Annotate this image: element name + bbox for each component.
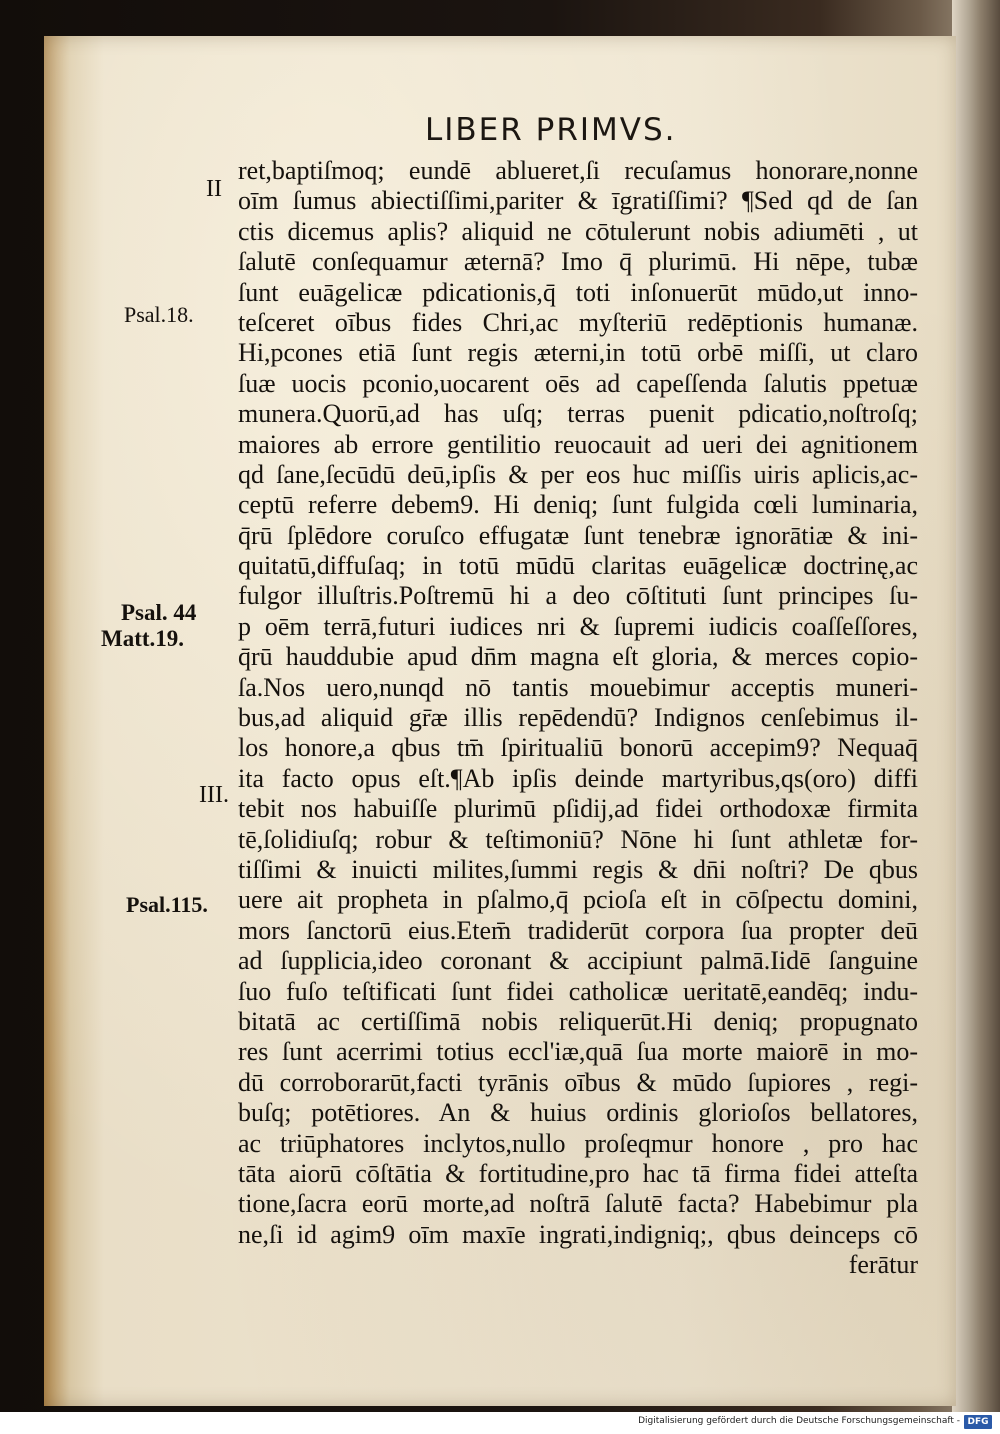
- margin-note-iii: III.: [199, 782, 229, 808]
- text-line: q̄rū ſplēdore coruſco effugatæ ſunt tenebræ ignorātiæ & ini-: [238, 520, 918, 550]
- text-line: ſalutē conſequamur æternā? Imo q̄ plurimū. Hi nēpe, tubæ: [238, 247, 918, 277]
- text-line: ſa.Nos uero,nunqd nō tantis mouebimur acceptis muneri-: [238, 672, 918, 702]
- text-line: tiſſimi & inuicti milites,ſummi regis & dn̄i noſtri? De qbus: [238, 854, 918, 884]
- credit-bar: [0, 1412, 1000, 1434]
- text-line: uere ait propheta in pſalmo,q̄ pcioſa eſt in cōſpectu domini,: [238, 885, 918, 915]
- text-line: tāta aiorū cōſtātia & fortitudine,pro hac tā firma fidei atteſta: [238, 1158, 918, 1188]
- running-head: LIBER PRIMVS.: [425, 112, 677, 148]
- text-line: ad ſupplicia,ideo coronant & accipiunt palmā.Iidē ſanguine: [238, 946, 918, 976]
- text-line: fulgor illuſtris.Poſtremū hi a deo cōſtituti ſunt principes ſu-: [238, 581, 918, 611]
- body-text: [238, 156, 918, 1280]
- dfg-logo-icon: DFG: [964, 1415, 992, 1429]
- text-line: q̄rū hauddubie apud dn̄m magna eſt gloria, & merces copio-: [238, 642, 918, 672]
- text-line: mors ſanctorū eius.Etem̄ tradiderūt corpora ſua propter deū: [238, 915, 918, 945]
- text-line: ſunt euāgelicæ pdicationis,q̄ toti inſonuerūt mūdo,ut inno-: [238, 277, 918, 307]
- text-line: ſuæ uocis pconio,uocarent oēs ad capeſſenda ſalutis ppetuæ: [238, 368, 918, 398]
- margin-note-psal18: Psal.18.: [124, 302, 194, 327]
- text-line: Hi,pcones etiā ſunt regis æterni,in totū orbē miſſi, ut claro: [238, 338, 918, 368]
- credit-text: Digitalisierung gefördert durch die Deutsche Forschungsgemeinschaft -: [638, 1416, 960, 1426]
- text-line: teſceret oībus fides Chri,ac myſteriū redēptionis humanæ.: [238, 307, 918, 337]
- text-line: quitatū,diffuſaq; in totū mūdū claritas euāgelicæ doctrinę,ac: [238, 551, 918, 581]
- text-line: bitatā ac certiſſimā nobis reliquerūt.Hi deniq; propugnato: [238, 1006, 918, 1036]
- text-line: munera.Quorū,ad has uſq; terras puenit pdicatio,noſtroſq;: [238, 399, 918, 429]
- text-line: ceptū referre debem9. Hi deniq; ſunt fulgida cœli luminaria,: [238, 490, 918, 520]
- text-line: ac triūphatores inclytos,nullo proſeqmur honore , pro hac: [238, 1128, 918, 1158]
- catchword: ferātur: [848, 1250, 918, 1280]
- text-line: los honore,a qbus tm̄ ſpiritualiū bonorū accepim9? Nequaq̄: [238, 733, 918, 763]
- text-line: p oēm terrā,futuri iudices nri & ſupremi iudicis coaſſeſſores,: [238, 611, 918, 641]
- text-line: maiores ab errore gentilitio reuocauit ad ueri dei agnitionem: [238, 429, 918, 459]
- text-line: res ſunt acerrimi totius eccl'iæ,quā ſua morte maiorē in mo-: [238, 1037, 918, 1067]
- text-line: ſuo fuſo teſtificati ſunt fidei catholicæ ueritatē,eandēq; indu-: [238, 976, 918, 1006]
- text-line: ne,ſi id agim9 oīm maxīe ingrati,indigniq;, qbus deinceps cō: [238, 1219, 918, 1249]
- text-line: tē,ſolidiuſq; robur & teſtimoniū? Nōne hi ſunt athletæ for-: [238, 824, 918, 854]
- text-line: ret,baptiſmoq; eundē ablueret,ſi recuſamus honorare,nonne: [238, 156, 918, 185]
- text-line: ita facto opus eſt.¶Ab ipſis deinde martyribus,qs(oro) diffi: [238, 763, 918, 793]
- margin-note-psal44: Psal. 44: [121, 600, 197, 625]
- book-edge-right: [952, 0, 1000, 1412]
- text-line: dū corroborarūt,facti tyrānis oībus & mūdo ſupiores , regi-: [238, 1067, 918, 1097]
- text-line: qd ſane,ſecūdū deū,ipſis & per eos huc miſſis uiris aplicis,ac-: [238, 459, 918, 489]
- margin-note-ii: II: [206, 176, 222, 202]
- text-line: bus,ad aliquid gr̄æ illis repēdendū? Indignos cenſebimus il-: [238, 703, 918, 733]
- text-line: ctis dicemus aplis? aliquid ne cōtulerunt nobis adiumēti , ut: [238, 216, 918, 246]
- margin-note-psal115: Psal.115.: [126, 892, 208, 917]
- text-line: buſq; potētiores. An & huius ordinis glorioſos bellatores,: [238, 1098, 918, 1128]
- text-line: tione,ſacra eorū morte,ad noſtrā ſalutē facta? Habebimur pla: [238, 1189, 918, 1219]
- text-line: oīm ſumus abiectiſſimi,pariter & īgratiſſimi? ¶Sed qd de ſan: [238, 186, 918, 216]
- margin-note-matt19: Matt.19.: [101, 626, 185, 651]
- text-line: tebit nos habuiſſe plurimū pſidij,ad fidei orthodoxæ firmita: [238, 794, 918, 824]
